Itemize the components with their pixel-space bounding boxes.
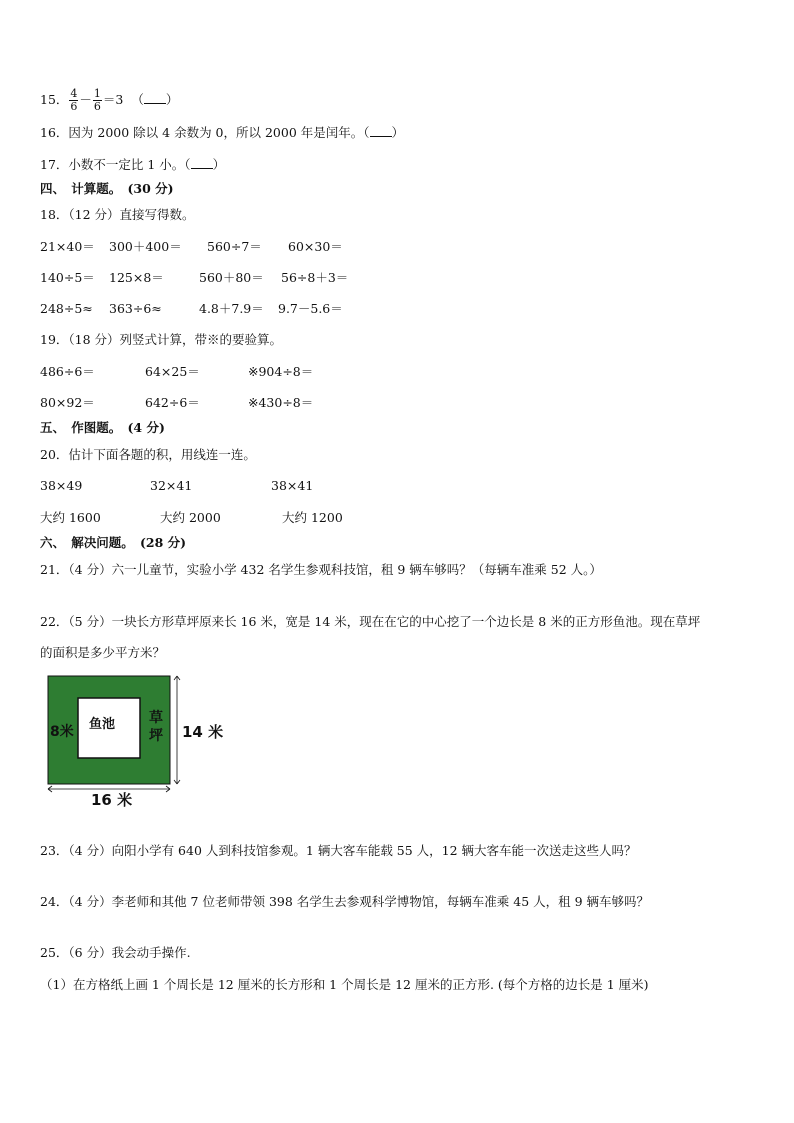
calc-item: 125×8＝ [109,270,164,285]
lawn-label-2: 坪 [149,728,163,744]
question-17: 17．小数不一定比 1 小。（ ） [40,157,226,172]
width-label: 16 米 [91,791,133,809]
question-25-title: 25．（6 分）我会动手操作. [40,945,191,960]
answer-blank-16[interactable] [370,124,392,137]
question-23: 23．（4 分）向阳小学有 640 人到科技馆参观。1 辆大客车能载 55 人，12 辆大客车能一次送走这些人吗？ [40,843,637,858]
question-15: 15． $\frac{4}{6}$ － $\frac{1}{6}$ ＝3 （ ） [40,87,179,113]
question-19-title: 19．（18 分）列竖式计算，带※的要验算。 [40,332,283,347]
arrow-head [48,786,52,789]
arrow-head [174,780,177,784]
height-label: 14 米 [182,723,224,741]
question-25-sub1: （1）在方格纸上画 1 个周长是 12 厘米的长方形和 1 个周长是 12 厘米的正方形. (每个方格的边长是 1 厘米) [40,977,649,992]
question-20-title: 20．估计下面各题的积，用线连一连。 [40,447,256,462]
arrow-head [177,676,180,680]
calc-item: 363÷6≈ [109,301,162,316]
question-24: 24．（4 分）李老师和其他 7 位老师带领 398 名学生去参观科学博物馆，每辆车准乘 45 人，租 9 辆车够吗？ [40,894,650,909]
section-4-heading: 四、 计算题。 (30 分) [40,181,174,196]
estimate-item[interactable]: 大约 1200 [282,510,343,525]
calc-item: 4.8＋7.9＝ [199,301,264,316]
answer-blank-15[interactable] [144,91,166,104]
lawn-figure-svg [40,672,240,812]
answer-blank-17[interactable] [191,156,213,169]
product-item[interactable]: 38×41 [271,478,314,493]
question-22-line1: 22．（5 分）一块长方形草坪原来长 16 米，宽是 14 米，现在在它的中心挖了一个边长是 8 米的正方形鱼池。现在草坪 [40,614,701,629]
question-22-line2: 的面积是多少平方米？ [40,645,166,660]
estimate-item[interactable]: 大约 1600 [40,510,101,525]
calc-item: 560÷7＝ [207,239,262,254]
lawn-pond-figure [40,672,240,815]
estimate-item[interactable]: 大约 2000 [160,510,221,525]
calc-item: ※430÷8＝ [248,395,314,410]
product-item[interactable]: 32×41 [150,478,193,493]
calc-item: 642÷6＝ [145,395,200,410]
section-5-heading: 五、 作图题。 (4 分) [40,420,165,435]
calc-item: 248÷5≈ [40,301,93,316]
calc-item: 486÷6＝ [40,364,95,379]
calc-item: 56÷8＋3＝ [281,270,349,285]
fraction-4-6: $\frac{4}{6}$ [70,87,78,113]
question-16: 16．因为 2000 除以 4 余数为 0，所以 2000 年是闰年。（ ） [40,125,405,140]
arrow-head [166,789,170,792]
pond-label: 鱼池 [89,717,116,732]
lawn-label-1: 草 [149,710,163,726]
side-length-label: 8米 [50,724,74,740]
product-item[interactable]: 38×49 [40,478,83,493]
arrow-head [166,786,170,789]
calc-item: 140÷5＝ [40,270,95,285]
arrow-head [48,789,52,792]
calc-item: 60×30＝ [288,239,343,254]
fraction-1-6: $\frac{1}{6}$ [93,87,101,113]
calc-item: 300＋400＝ [109,239,182,254]
section-6-heading: 六、 解决问题。 (28 分) [40,535,187,550]
question-18-title: 18．（12 分）直接写得数。 [40,207,195,222]
calc-item: 21×40＝ [40,239,95,254]
calc-item: 80×92＝ [40,395,95,410]
calc-item: 9.7－5.6＝ [278,301,343,316]
calc-item: 560＋80＝ [199,270,264,285]
calc-item: 64×25＝ [145,364,200,379]
calc-item: ※904÷8＝ [248,364,314,379]
arrow-head [177,780,180,784]
arrow-head [174,676,177,680]
question-21: 21．（4 分）六一儿童节，实验小学 432 名学生参观科技馆，租 9 辆车够吗？（每辆车准乘 52 人。） [40,562,602,577]
